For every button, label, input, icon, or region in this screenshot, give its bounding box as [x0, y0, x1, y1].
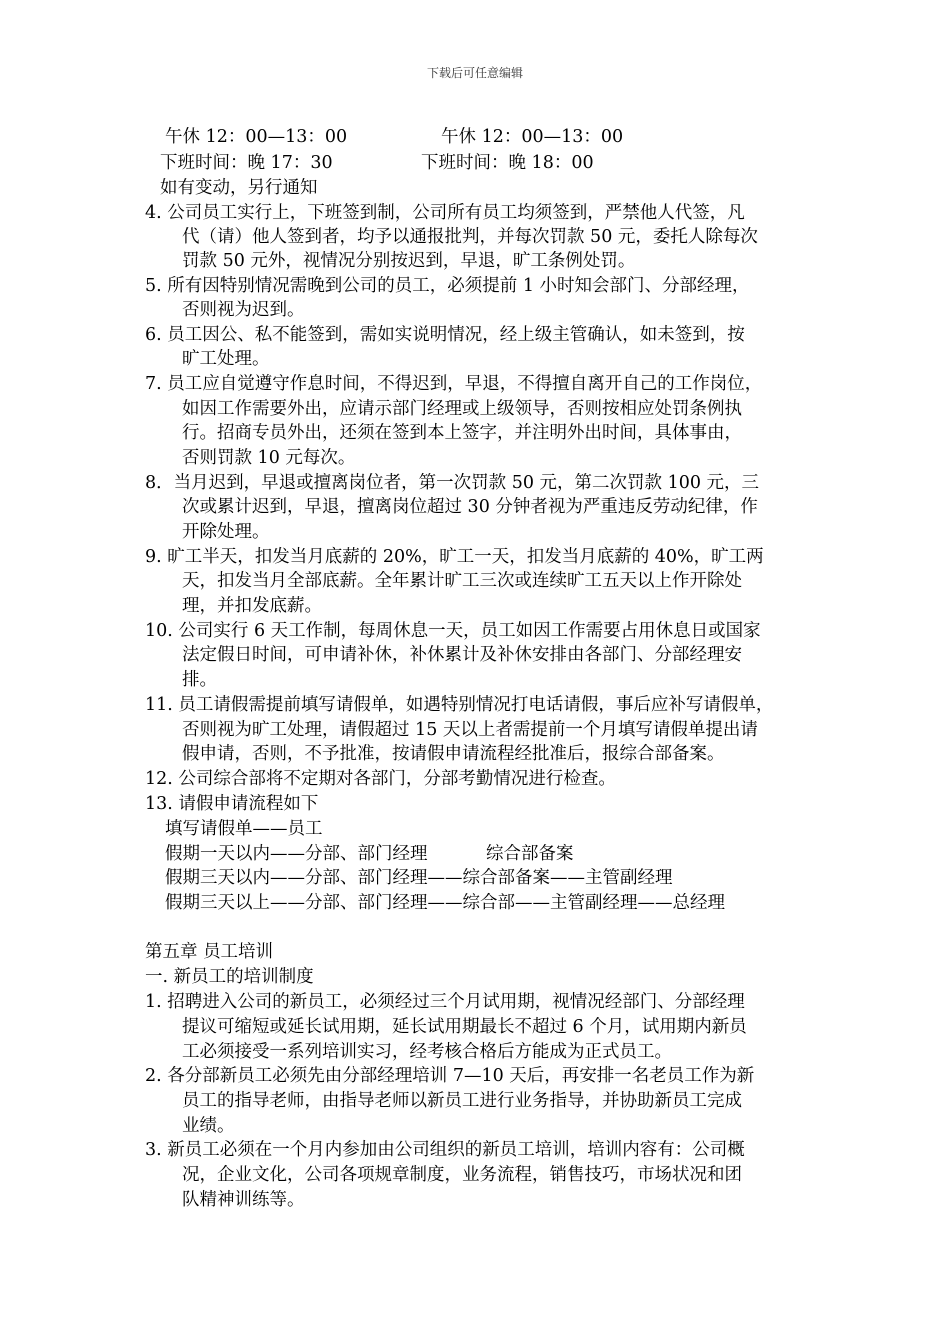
rule-item: 4. 公司员工实行上，下班签到制，公司所有员工均须签到，严禁他人代签，凡	[145, 203, 745, 223]
schedule-note: 如有变动，另行通知	[160, 178, 318, 198]
schedule-line: 下班时间：晚 18：00	[421, 153, 594, 173]
rule-item-continuation: 开除处理。	[182, 522, 270, 542]
rule-item-continuation: 否则罚款 10 元每次。	[182, 448, 356, 468]
training-item: 1. 招聘进入公司的新员工，必须经过三个月试用期，视情况经部门、分部经理	[145, 992, 745, 1012]
rule-item-continuation: 假申请，否则，不予批准，按请假申请流程经批准后，报综合部备案。	[182, 744, 725, 764]
chapter-heading: 第五章 员工培训	[145, 942, 274, 962]
training-item-continuation: 况，企业文化，公司各项规章制度，业务流程，销售技巧，市场状况和团	[182, 1165, 742, 1185]
rule-item-continuation: 代（请）他人签到者，均予以通报批判，并每次罚款 50 元，委托人除每次	[182, 227, 758, 247]
leave-process-step: 假期三天以内——分部、部门经理——综合部备案——主管副经理	[165, 868, 673, 888]
rule-item: 8．当月迟到，早退或擅离岗位者，第一次罚款 50 元，第二次罚款 100 元，三	[145, 473, 760, 493]
page-header: 下载后可任意编辑	[426, 66, 523, 80]
training-item-continuation: 工必须接受一系列培训实习，经考核合格后方能成为正式员工。	[182, 1042, 672, 1062]
rule-item-continuation: 排。	[182, 670, 217, 690]
training-item-continuation: 队精神训练等。	[182, 1190, 305, 1210]
schedule-line: 下班时间：晚 17：30	[160, 153, 333, 173]
rule-item: 13. 请假申请流程如下	[145, 794, 319, 814]
leave-process-step: 填写请假单——员工	[165, 819, 323, 839]
rule-item: 7. 员工应自觉遵守作息时间，不得迟到，早退，不得擅自离开自己的工作岗位，	[145, 374, 763, 394]
rule-item-continuation: 否则视为迟到。	[182, 300, 305, 320]
rule-item: 9. 旷工半天，扣发当月底薪的 20%，旷工一天，扣发当月底薪的 40%，旷工两	[145, 547, 764, 567]
rule-item-continuation: 天，扣发当月全部底薪。全年累计旷工三次或连续旷工五天以上作开除处	[182, 571, 742, 591]
leave-process-step: 综合部备案	[486, 844, 574, 864]
leave-process-step: 假期三天以上——分部、部门经理——综合部——主管副经理——总经理	[165, 893, 725, 913]
leave-process-step: 假期一天以内——分部、部门经理	[165, 844, 428, 864]
rule-item-continuation: 行。招商专员外出，还须在签到本上签字，并注明外出时间，具体事由，	[182, 423, 742, 443]
rule-item: 11. 员工请假需提前填写请假单，如遇特别情况打电话请假，事后应补写请假单，	[145, 695, 774, 715]
training-item: 2. 各分部新员工必须先由分部经理培训 7—10 天后，再安排一名老员工作为新	[145, 1066, 755, 1086]
training-item-continuation: 员工的指导老师，由指导老师以新员工进行业务指导，并协助新员工完成	[182, 1091, 742, 1111]
rule-item-continuation: 罚款 50 元外，视情况分别按迟到，早退，旷工条例处罚。	[182, 251, 636, 271]
rule-item-continuation: 法定假日时间，可申请补休，补休累计及补休安排由各部门、分部经理安	[182, 645, 742, 665]
rule-item-continuation: 理，并扣发底薪。	[182, 596, 322, 616]
training-item-continuation: 业绩。	[182, 1116, 235, 1136]
section-heading: 一. 新员工的培训制度	[145, 967, 314, 987]
rule-item: 12. 公司综合部将不定期对各部门，分部考勤情况进行检查。	[145, 769, 616, 789]
rule-item-continuation: 次或累计迟到，早退，擅离岗位超过 30 分钟者视为严重违反劳动纪律，作	[182, 497, 758, 517]
rule-item-continuation: 如因工作需要外出，应请示部门经理或上级领导，否则按相应处罚条例执	[182, 399, 742, 419]
rule-item: 6. 员工因公、私不能签到，需如实说明情况，经上级主管确认，如未签到，按	[145, 325, 745, 345]
rule-item: 5. 所有因特别情况需晚到公司的员工，必须提前 1 小时知会部门、分部经理，	[145, 276, 750, 296]
schedule-line: 午休 12：00—13：00	[165, 127, 348, 147]
schedule-line: 午休 12：00—13：00	[441, 127, 624, 147]
rule-item: 10. 公司实行 6 天工作制，每周休息一天，员工如因工作需要占用休息日或国家	[145, 621, 761, 641]
training-item-continuation: 提议可缩短或延长试用期，延长试用期最长不超过 6 个月，试用期内新员	[182, 1017, 747, 1037]
rule-item-continuation: 旷工处理。	[182, 349, 270, 369]
training-item: 3. 新员工必须在一个月内参加由公司组织的新员工培训，培训内容有：公司概	[145, 1140, 745, 1160]
rule-item-continuation: 否则视为旷工处理，请假超过 15 天以上者需提前一个月填写请假单提出请	[182, 720, 758, 740]
